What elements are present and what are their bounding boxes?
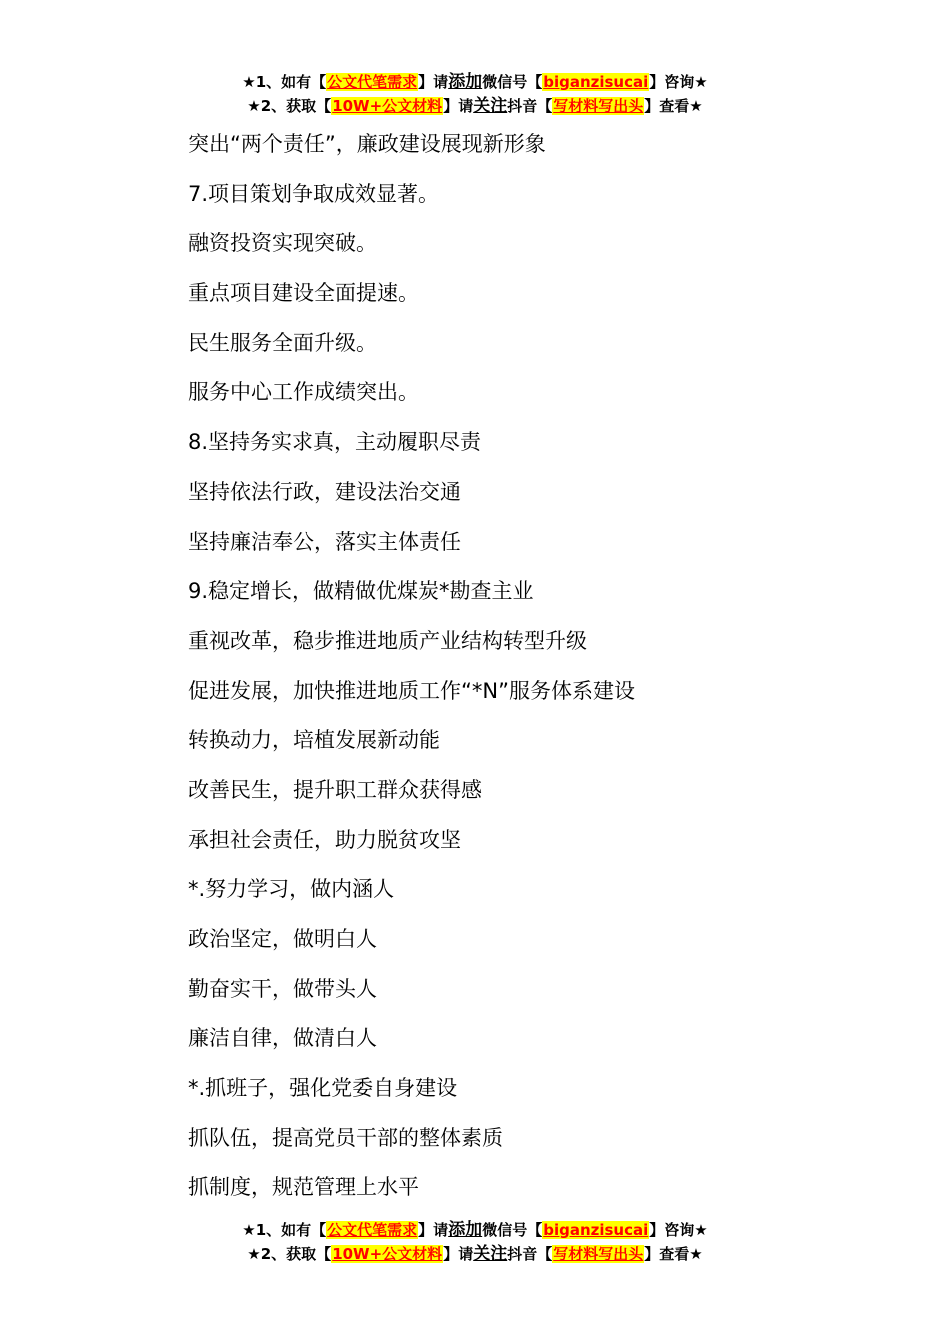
paragraph: 抓队伍，提高党员干部的整体素质: [188, 1125, 503, 1150]
banner-underlined-text: 添加: [448, 1220, 483, 1240]
paragraph: 8.坚持务实求真，主动履职尽责: [188, 430, 482, 455]
banner-highlight: 10W+公文材料: [332, 1245, 443, 1263]
banner-highlight: 公文代笔需求: [327, 73, 418, 91]
banner-underlined-text: 添加: [448, 72, 483, 92]
banner-highlight: 公文代笔需求: [327, 1221, 418, 1239]
banner-line-1: [0, 1218, 950, 1242]
document-body: [188, 128, 908, 1221]
paragraph: 服务中心工作成绩突出。: [188, 380, 419, 405]
banner-text: 】咨询★: [649, 73, 708, 91]
banner-text: 抖音【: [507, 1245, 553, 1263]
paragraph: 改善民生，提升职工群众获得感: [188, 777, 482, 802]
paragraph: 重点项目建设全面提速。: [188, 281, 419, 306]
banner-highlight: biganzisucai: [543, 1221, 649, 1239]
paragraph: 坚持依法行政，建设法治交通: [188, 479, 461, 504]
paragraph: 坚持廉洁奉公，落实主体责任: [188, 529, 461, 554]
paragraph: 突出“两个责任”，廉政建设展现新形象: [188, 132, 546, 156]
paragraph: 9.稳定增长，做精做优煤炭*勘查主业: [188, 579, 534, 604]
bottom-banner: [0, 1218, 950, 1266]
banner-text: ★1、如有【: [242, 1221, 327, 1239]
banner-highlight: 写材料写出头: [553, 97, 644, 115]
banner-highlight: 写材料写出头: [553, 1245, 644, 1263]
banner-line-1: [0, 70, 950, 94]
top-banner: [0, 70, 950, 118]
banner-text: ★2、获取【: [247, 1245, 332, 1263]
paragraph: 7.项目策划争取成效显著。: [188, 181, 440, 206]
banner-text: 】请: [418, 1221, 449, 1239]
banner-text: 】查看★: [644, 97, 703, 115]
banner-text: 抖音【: [507, 97, 553, 115]
banner-text: 】查看★: [644, 1245, 703, 1263]
banner-text: 】请: [418, 73, 449, 91]
banner-text: 微信号【: [482, 1221, 543, 1239]
paragraph: *.抓班子，强化党委自身建设: [188, 1076, 458, 1101]
paragraph: 政治坚定，做明白人: [188, 927, 377, 951]
paragraph: *.努力学习，做内涵人: [188, 877, 395, 902]
banner-text: 】咨询★: [649, 1221, 708, 1239]
banner-highlight: 10W+公文材料: [332, 97, 443, 115]
banner-text: ★1、如有【: [242, 73, 327, 91]
banner-line-2: [0, 1242, 950, 1266]
paragraph: 廉洁自律，做清白人: [188, 1026, 377, 1051]
paragraph: 促进发展，加快推进地质工作“*N”服务体系建设: [188, 678, 635, 703]
banner-underlined-text: 关注: [473, 1244, 508, 1264]
banner-text: 】请: [443, 1245, 474, 1263]
paragraph: 融资投资实现突破。: [188, 231, 377, 256]
banner-underlined-text: 关注: [473, 96, 508, 116]
banner-text: ★2、获取【: [247, 97, 332, 115]
paragraph: 勤奋实干，做带头人: [188, 976, 377, 1001]
banner-highlight: biganzisucai: [543, 73, 649, 91]
paragraph: 民生服务全面升级。: [188, 330, 377, 355]
paragraph: 承担社会责任，助力脱贫攻坚: [188, 827, 461, 852]
banner-line-2: [0, 94, 950, 118]
banner-text: 】请: [443, 97, 474, 115]
banner-text: 微信号【: [482, 73, 543, 91]
paragraph: 转换动力，培植发展新动能: [188, 728, 440, 753]
paragraph: 抓制度，规范管理上水平: [188, 1175, 419, 1200]
paragraph: 重视改革，稳步推进地质产业结构转型升级: [188, 628, 587, 653]
